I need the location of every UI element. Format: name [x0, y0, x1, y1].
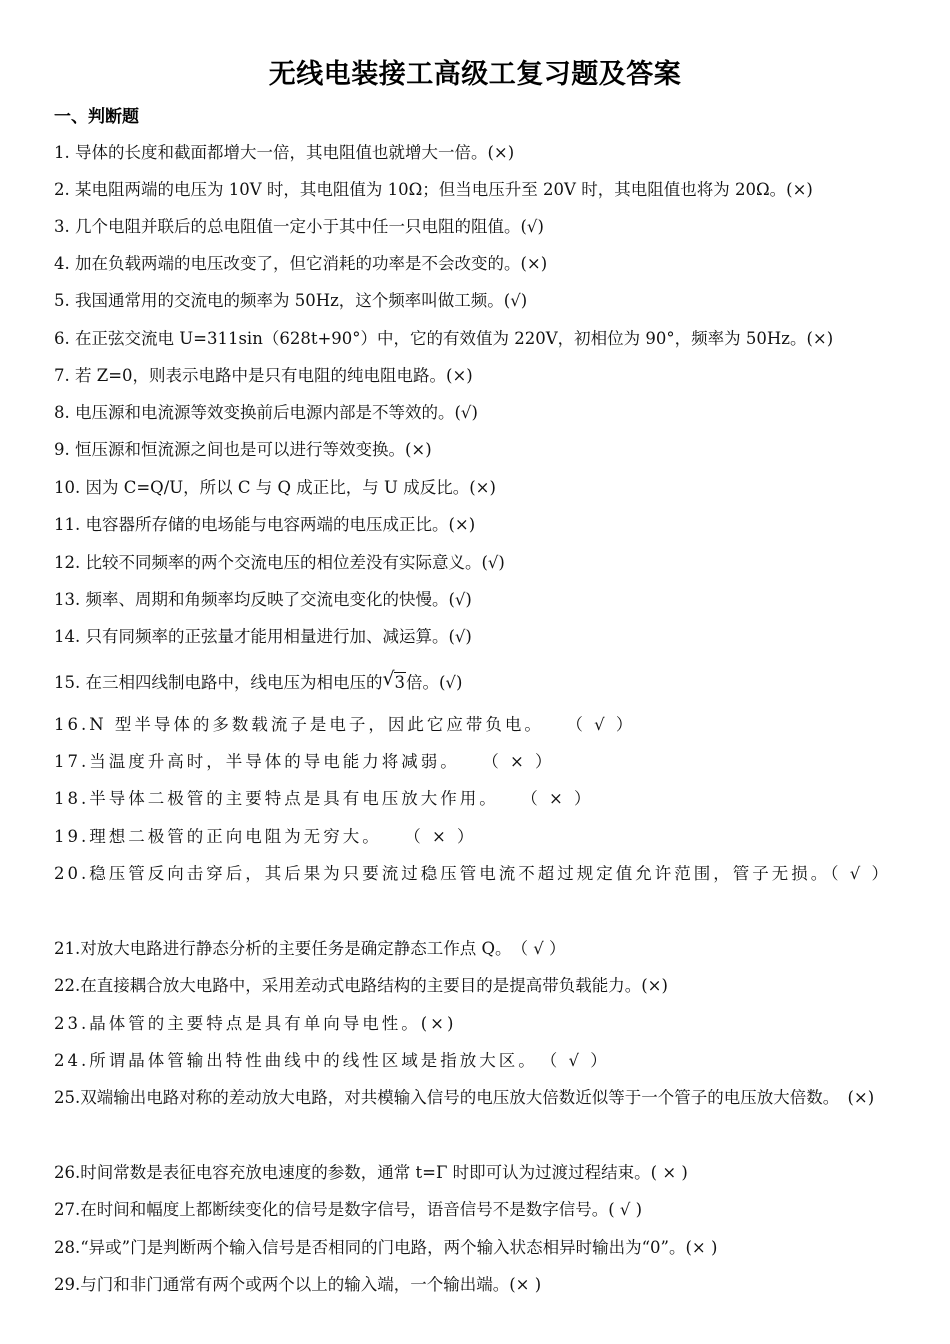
question-10: 10. 因为 C=Q/U，所以 C 与 Q 成正比，与 U 成反比。(×) [54, 478, 496, 497]
question-13: 13. 频率、周期和角频率均反映了交流电变化的快慢。(√) [54, 590, 472, 609]
document-title: 无线电装接工高级工复习题及答案 [268, 59, 682, 90]
question-1: 1. 导体的长度和截面都增大一倍，其电阻值也就增大一倍。(×) [54, 143, 515, 162]
question-15-tail: 倍。(√) [406, 673, 463, 692]
question-7: 7. 若 Z=0，则表示电路中是只有电阻的纯电阻电路。(×) [54, 366, 473, 385]
question-9: 9. 恒压源和恒流源之间也是可以进行等效变换。(×) [54, 440, 432, 459]
sqrt-symbol: √ 3 [382, 668, 405, 692]
question-3: 3. 几个电阻并联后的总电阻值一定小于其中任一只电阻的阻值。(√) [54, 217, 544, 236]
question-24: 24.所谓晶体管输出特性曲线中的线性区域是指放大区。 （ √ ） [54, 1051, 610, 1070]
question-15-text: 15. 在三相四线制电路中，线电压为相电压的 [54, 673, 383, 692]
question-11: 11. 电容器所存储的电场能与电容两端的电压成正比。(×) [54, 515, 476, 534]
question-14: 14. 只有同频率的正弦量才能用相量进行加、减运算。(√) [54, 627, 472, 646]
question-2: 2. 某电阻两端的电压为 10V 时，其电阻值为 10Ω；但当电压升至 20V 时，其电阻值也将为 20Ω。(×) [54, 180, 813, 199]
question-4: 4. 加在负载两端的电压改变了，但它消耗的功率是不会改变的。(×) [54, 254, 548, 273]
question-22: 22.在直接耦合放大电路中，采用差动式电路结构的主要目的是提高带负载能力。(×) [54, 976, 668, 995]
question-23: 23.晶体管的主要特点是具有单向导电性。(×) [54, 1014, 457, 1033]
question-8: 8. 电压源和电流源等效变换前后电源内部是不等效的。(√) [54, 403, 478, 422]
sqrt-radicand: 3 [394, 673, 405, 692]
question-27: 27.在时间和幅度上都断续变化的信号是数字信号，语音信号不是数字信号。( √ ) [54, 1200, 643, 1219]
question-29: 29.与门和非门通常有两个或两个以上的输入端，一个输出端。(× ) [54, 1275, 542, 1294]
question-19: 19.理想二极管的正向电阻为无穷大。 （ × ） [54, 827, 477, 846]
question-18: 18.半导体二极管的主要特点是具有电压放大作用。 （ × ） [54, 789, 594, 808]
question-28: 28.“异或”门是判断两个输入信号是否相同的门电路，两个输入状态相异时输出为“0”。(× ) [54, 1238, 718, 1257]
question-26: 26.时间常数是表征电容充放电速度的参数，通常 t=Γ 时即可认为过渡过程结束。( × ) [54, 1163, 688, 1182]
section-heading: 一、判断题 [54, 107, 139, 127]
question-5: 5. 我国通常用的交流电的频率为 50Hz，这个频率叫做工频。(√) [54, 291, 528, 310]
question-16: 16.N 型半导体的多数载流子是电子，因此它应带负电。 （ √ ） [54, 715, 636, 734]
question-25: 25.双端输出电路对称的差动放大电路，对共模输入信号的电压放大倍数近似等于一个管子的电压放大倍数。 (×) [54, 1088, 875, 1107]
question-17: 17.当温度升高时，半导体的导电能力将减弱。 （ × ） [54, 752, 555, 771]
question-6: 6. 在正弦交流电 U=311sin（628t+90°）中，它的有效值为 220V，初相位为 90°，频率为 50Hz。(×) [54, 329, 834, 348]
question-12: 12. 比较不同频率的两个交流电压的相位差没有实际意义。(√) [54, 553, 505, 572]
question-20: 20.稳压管反向击穿后，其后果为只要流过稳压管电流不超过规定值允许范围，管子无损。（ √ ） [54, 864, 891, 883]
question-21: 21.对放大电路进行静态分析的主要任务是确定静态工作点 Q。 （ √ ） [54, 939, 566, 958]
question-15 [54, 664, 904, 701]
